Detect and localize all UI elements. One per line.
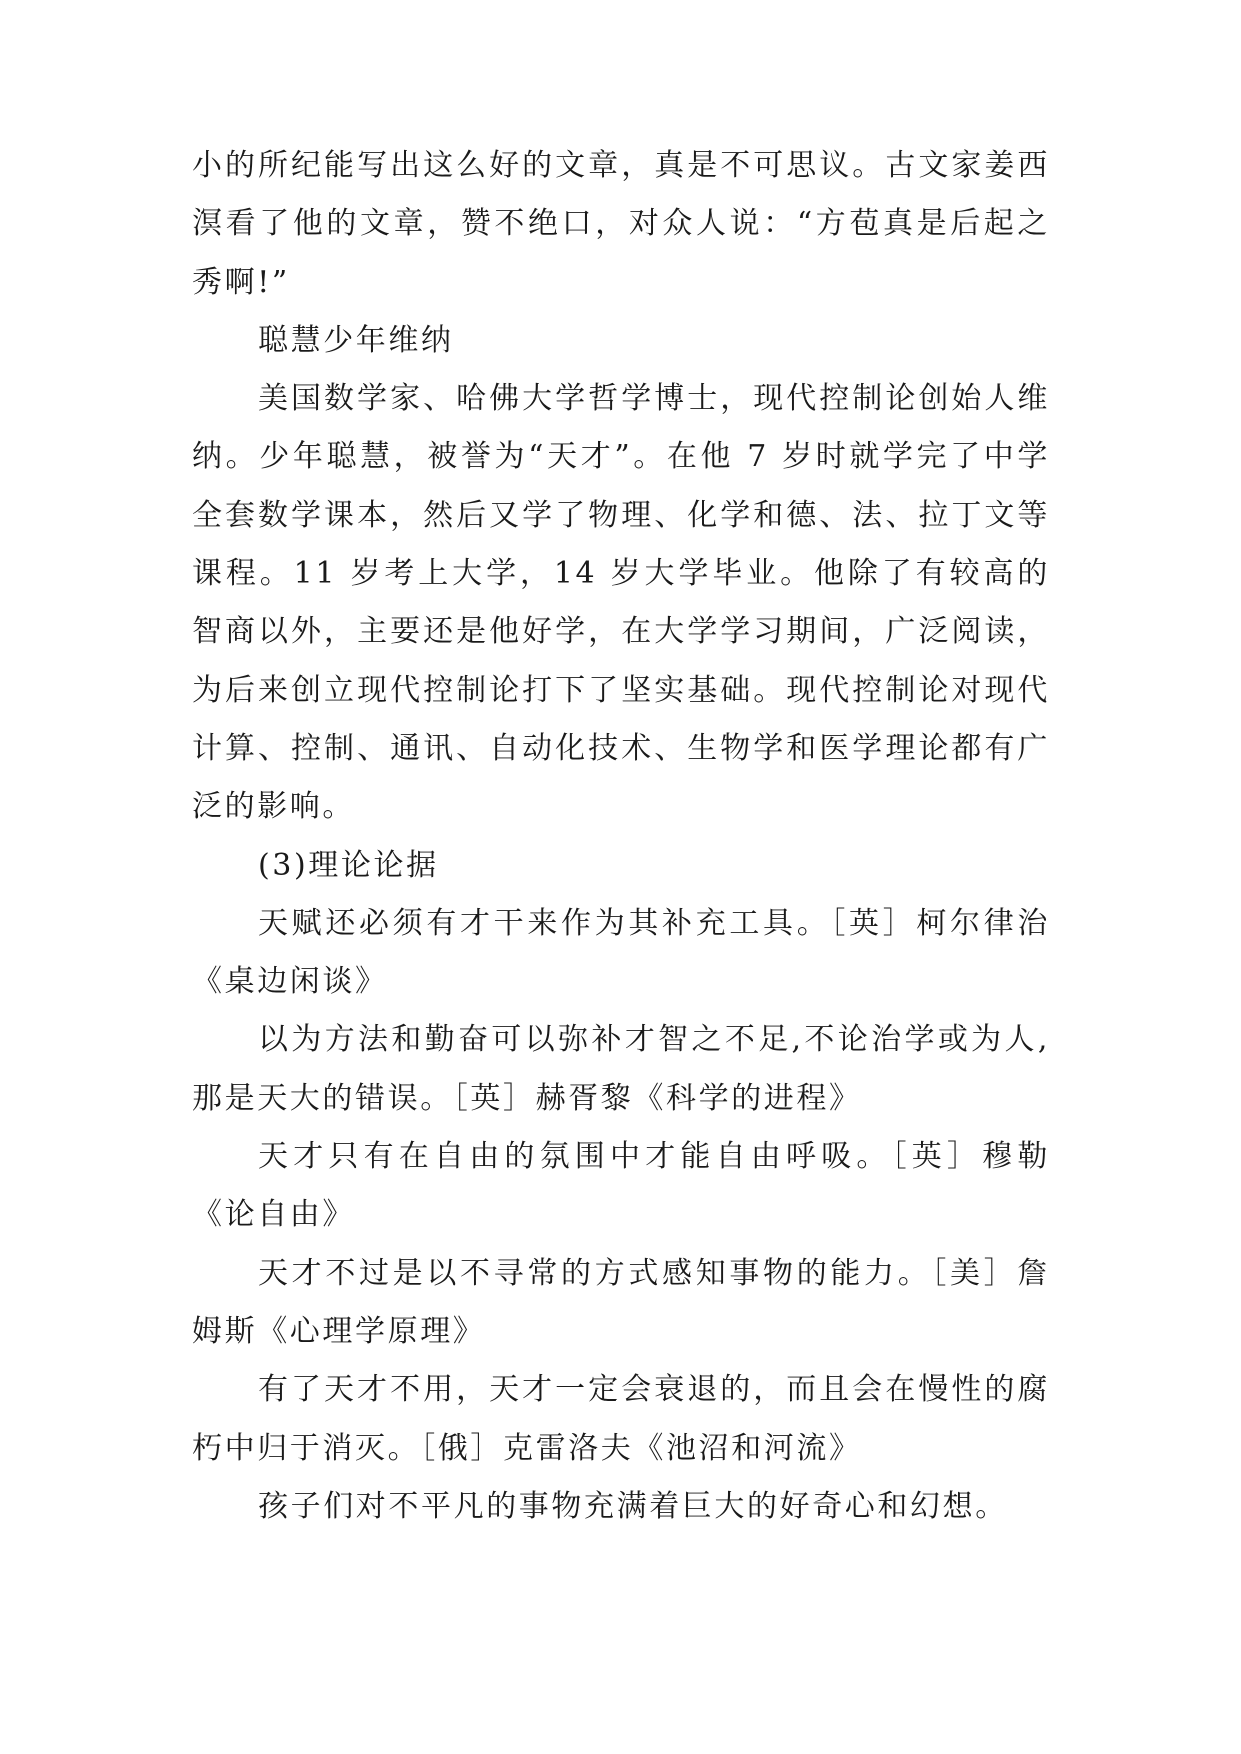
quote-coleridge: 天赋还必须有才干来作为其补充工具。［英］柯尔律治《桌边闲谈》 bbox=[192, 905, 1050, 1000]
heading-wiener: 聪慧少年维纳 bbox=[258, 322, 454, 358]
quote-huxley: 以为方法和勤奋可以弥补才智之不足,不论治学或为人,那是天大的错误。［英］赫胥黎《科学的进程》 bbox=[192, 1022, 1050, 1116]
paragraph-fang-bao-ending: 小的所纪能写出这么好的文章，真是不可思议。古文家姜西溟看了他的文章，赞不绝口，对众人说：“方苞真是后起之秀啊!” bbox=[192, 148, 1050, 300]
paragraph-children-curiosity: 孩子们对不平凡的事物充满着巨大的好奇心和幻想。 bbox=[258, 1488, 1008, 1524]
document-page bbox=[192, 137, 1050, 1536]
quote-james: 天才不过是以不寻常的方式感知事物的能力。［美］詹姆斯《心理学原理》 bbox=[192, 1255, 1050, 1349]
quote-krylov: 有了天才不用，天才一定会衰退的，而且会在慢性的腐朽中归于消灭。［俄］克雷洛夫《池沼和河流》 bbox=[192, 1372, 1050, 1466]
paragraph-wiener: 美国数学家、哈佛大学哲学博士，现代控制论创始人维纳。少年聪慧，被誉为“天才”。在他 7 岁时就学完了中学全套数学课本，然后又学了物理、化学和德、法、拉丁文等课程。11 岁考上大学，14 岁大学毕业。他除了有较高的智商以外，主要还是他好学，在大学学习期间，广泛阅读，为后来创立现代控制论打下了坚实基础。现代控制论对现代计算、控制、通讯、自动化技术、生物学和医学理论都有广泛的影响。 bbox=[192, 381, 1050, 825]
heading-theory-arguments: (3)理论论据 bbox=[258, 847, 439, 883]
quote-mill: 天才只有在自由的氛围中才能自由呼吸。［英］穆勒《论自由》 bbox=[192, 1139, 1050, 1233]
